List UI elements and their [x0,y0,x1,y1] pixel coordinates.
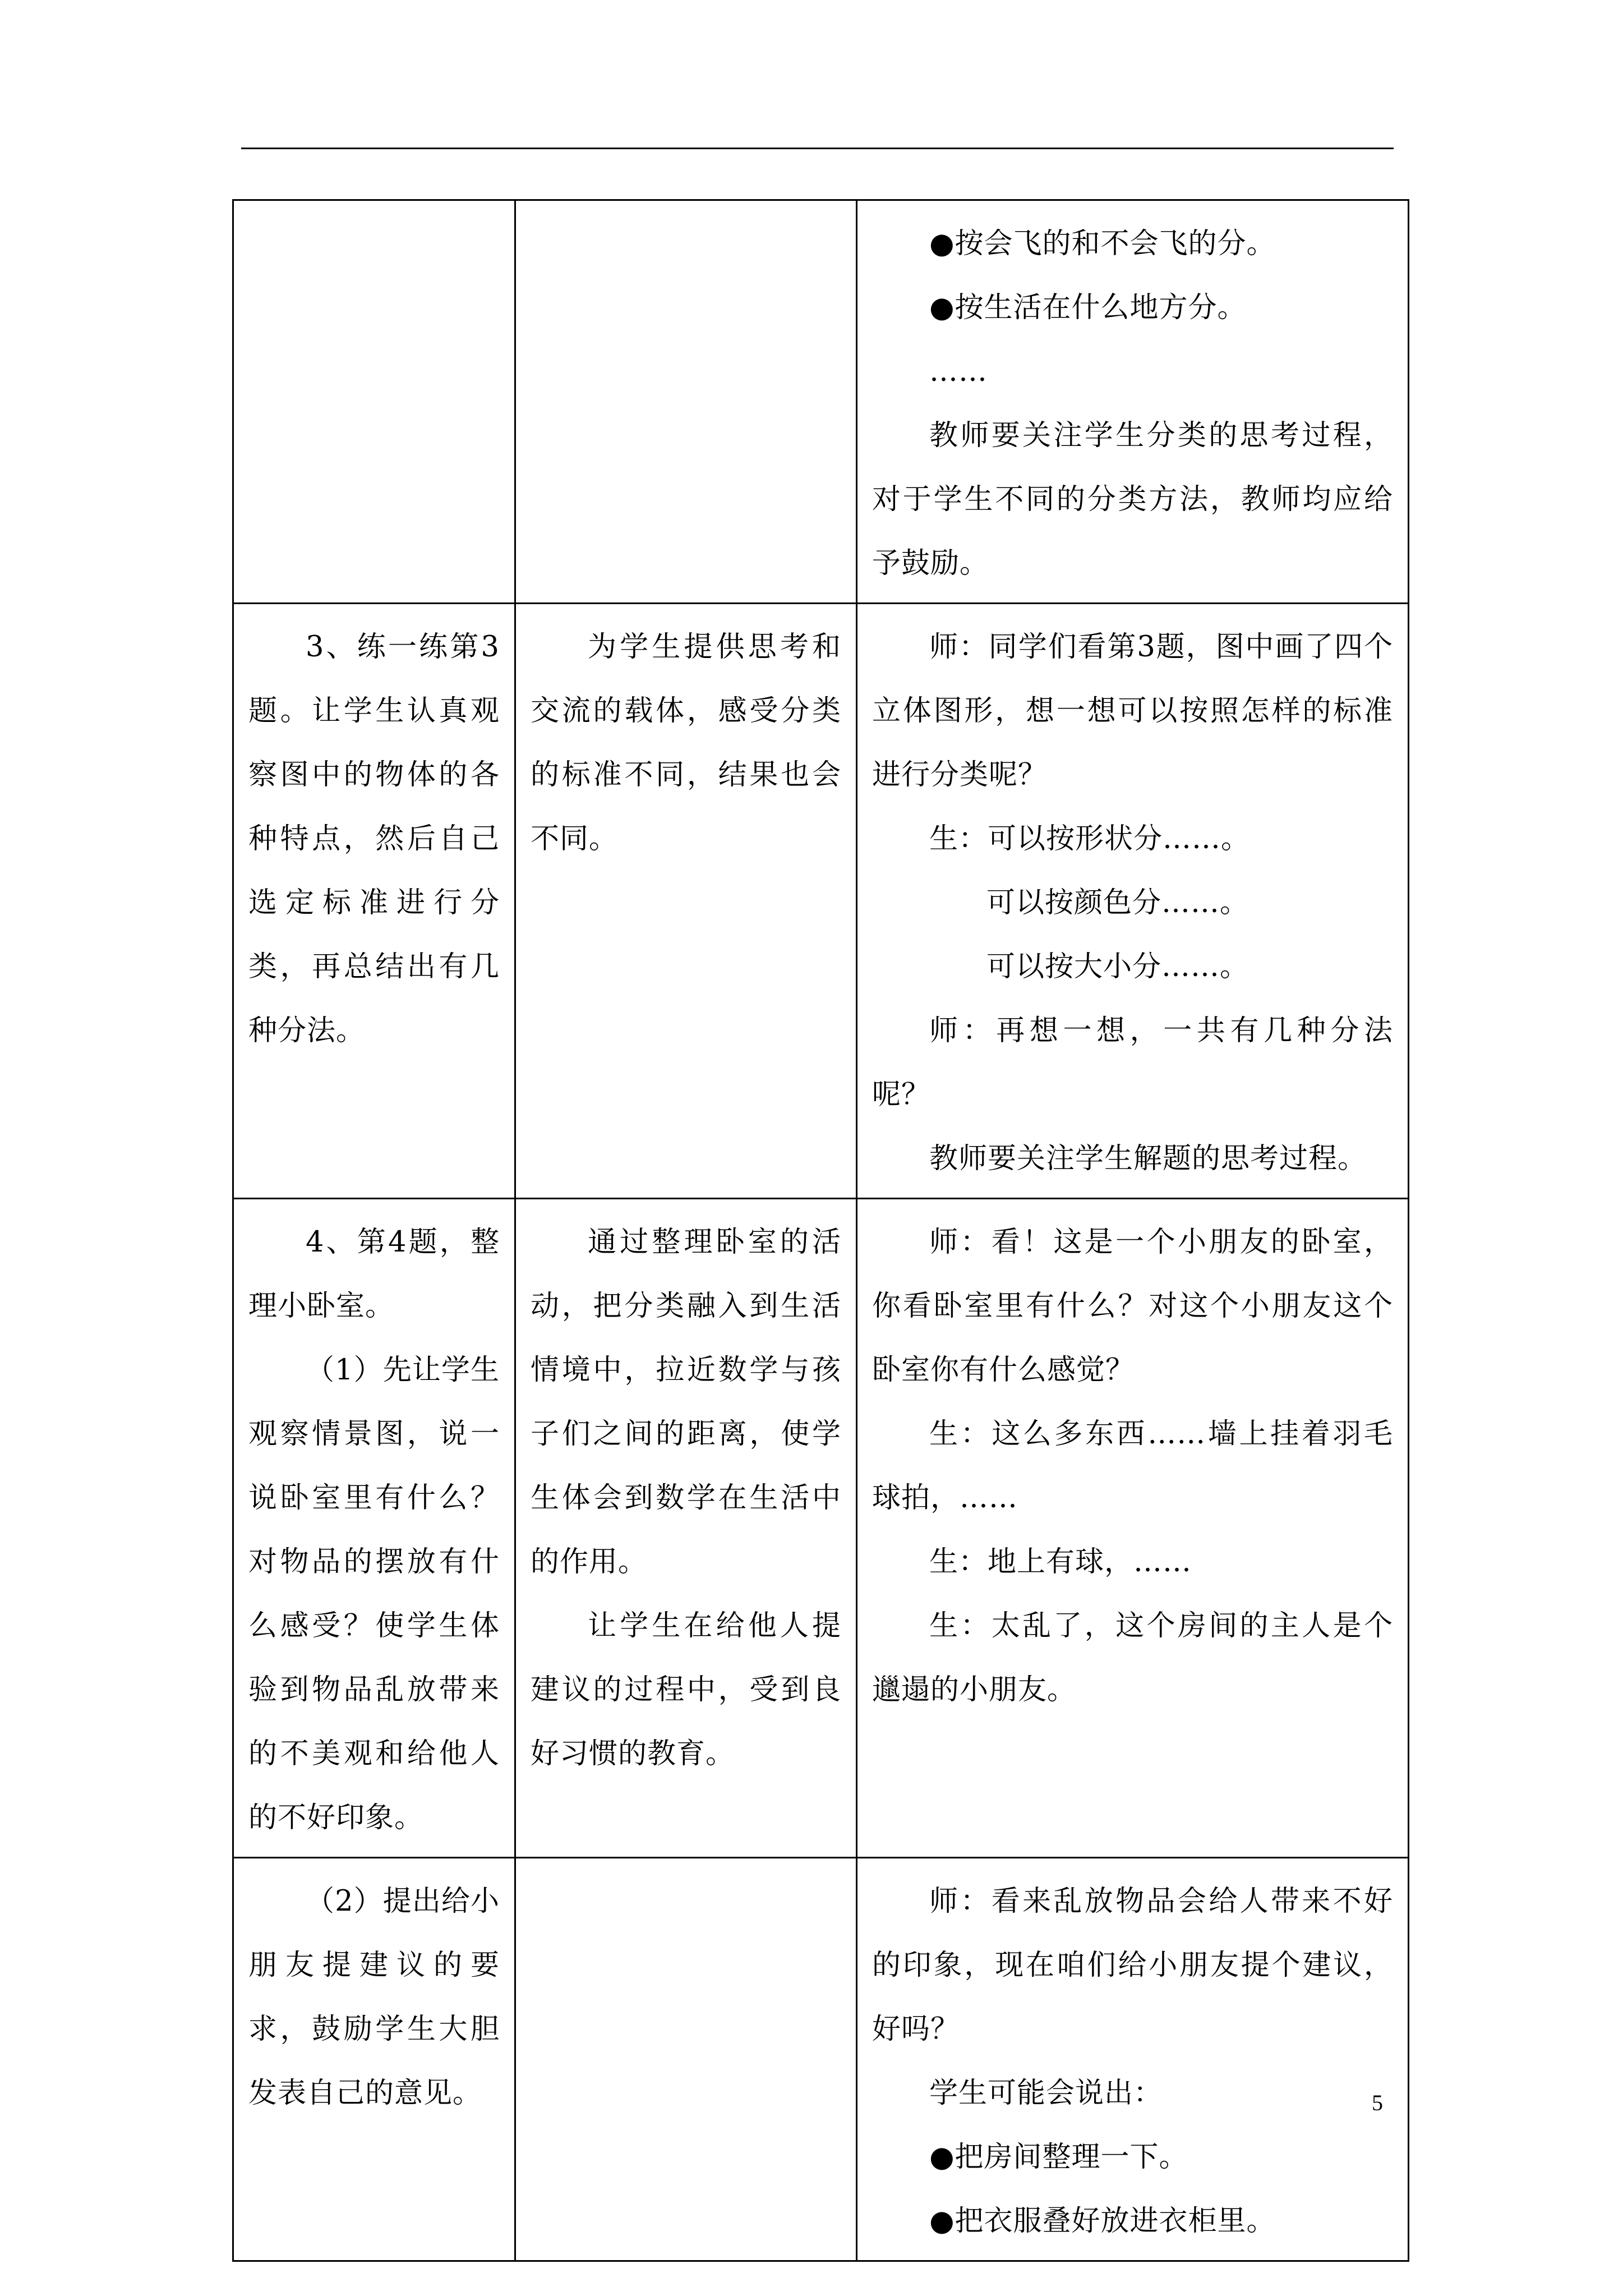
paragraph: 让学生在给他人提建议的过程中，受到良好习惯的教育。 [531,1609,841,1770]
paragraph: 3、练一练第3题。让学生认真观察图中的物体的各种特点，然后自己选定标准进行分类，再总结出有几种分法。 [248,631,500,1047]
dialogue-cell [857,604,1409,1199]
paragraph: 生：可以按形状分……。 [929,822,1251,855]
intent-cell [515,1858,857,2261]
table-row [233,604,1409,1199]
paragraph: 师：再想一想，一共有几种分法呢？ [872,1014,1393,1111]
dialogue-cell [857,1858,1409,2261]
header-rule [241,148,1394,149]
table-row [233,1858,1409,2261]
paragraph: 教师要关注学生分类的思考过程，对于学生不同的分类方法，教师均应给予鼓励。 [872,419,1393,580]
activity-cell [233,604,515,1199]
page-number: 5 [1372,2090,1383,2115]
paragraph: 师：同学们看第3题，图中画了四个立体图形，想一想可以按照怎样的标准进行分类呢？ [872,631,1393,792]
paragraph: （2）提出给小朋友提建议的要求，鼓励学生大胆发表自己的意见。 [248,1885,500,2110]
paragraph: 师：看！这是一个小朋友的卧室，你看卧室里有什么？对这个小朋友这个卧室你有什么感觉？ [872,1226,1393,1387]
paragraph: ●把衣服叠好放进衣柜里。 [929,2205,1276,2238]
table-row [233,1199,1409,1858]
paragraph: 生：这么多东西……墙上挂着羽毛球拍，…… [872,1418,1393,1515]
paragraph: 4、第4题，整理小卧室。 [248,1226,500,1323]
paragraph: 教师要关注学生解题的思考过程。 [929,1142,1367,1175]
paragraph: 可以按大小分……。 [986,950,1249,983]
dialogue-cell [857,200,1409,604]
paragraph: 可以按颜色分……。 [986,886,1249,919]
activity-cell [233,200,515,604]
activity-cell [233,1199,515,1858]
paragraph: 通过整理卧室的活动，把分类融入到生活情境中，拉近数学与孩子们之间的距离，使学生体会到数学在生活中的作用。 [531,1226,841,1579]
dialogue-cell [857,1199,1409,1858]
paragraph: 生：太乱了，这个房间的主人是个邋遢的小朋友。 [872,1609,1393,1706]
paragraph: 为学生提供思考和交流的载体，感受分类的标准不同，结果也会不同。 [531,631,841,855]
paragraph: ●按会飞的和不会飞的分。 [929,227,1276,260]
table-row [233,200,1409,604]
paragraph: ●按生活在什么地方分。 [929,291,1247,324]
activity-cell [233,1858,515,2261]
paragraph: 生：地上有球，…… [929,1545,1192,1579]
intent-cell [515,604,857,1199]
paragraph: ●把房间整理一下。 [929,2141,1188,2174]
paragraph: （1）先让学生观察情景图，说一说卧室里有什么？对物品的摆放有什么感受？使学生体验到物品乱放带来的不美观和给他人的不好印象。 [248,1354,500,1834]
paragraph: 学生可能会说出： [929,2077,1163,2110]
lesson-plan-table [232,199,1409,2262]
paragraph: 师：看来乱放物品会给人带来不好的印象，现在咱们给小朋友提个建议，好吗？ [872,1885,1393,2046]
intent-cell [515,1199,857,1858]
intent-cell [515,200,857,604]
paragraph: …… [929,355,988,388]
